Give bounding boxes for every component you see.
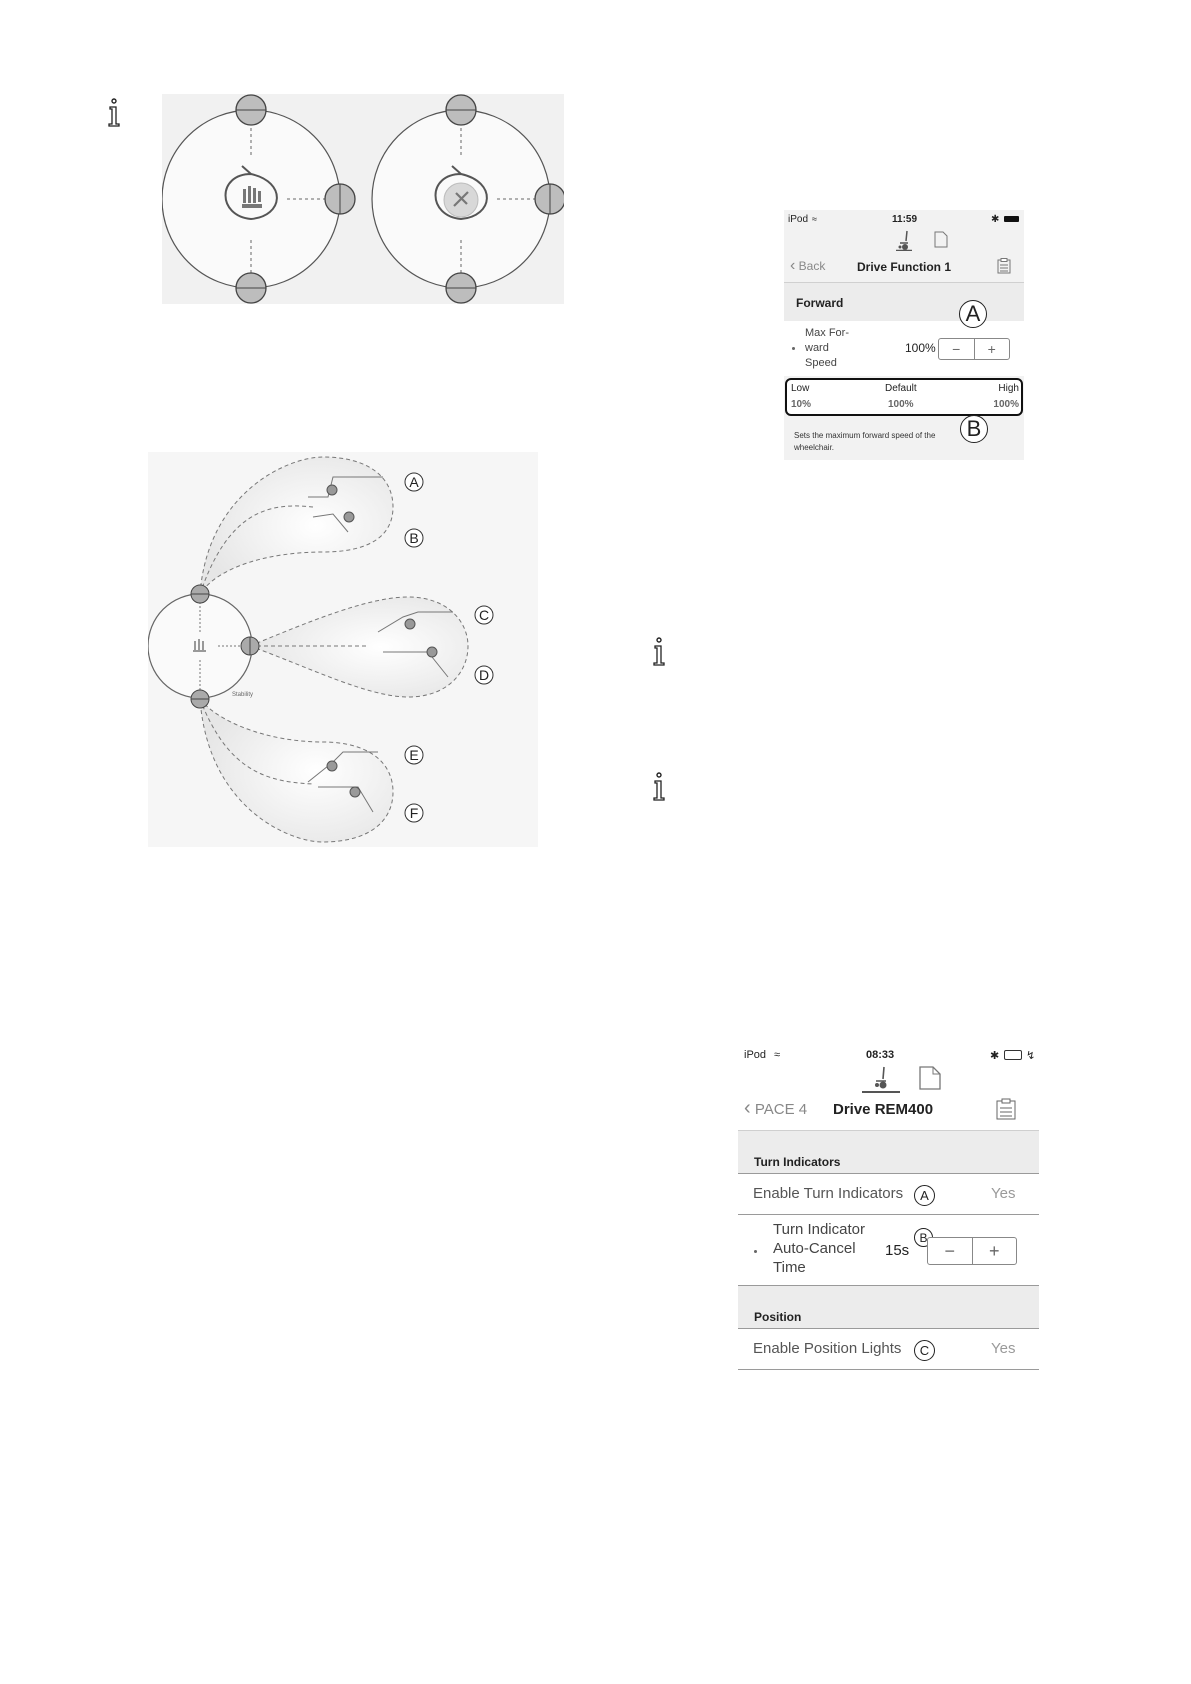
back-label: Back xyxy=(798,259,826,273)
default-label: Default xyxy=(885,383,917,394)
row-value: Yes xyxy=(991,1185,1016,1202)
section-forward xyxy=(784,283,1024,321)
row-label: Turn Indicator Auto-Cancel Time xyxy=(773,1221,865,1276)
callout-a: A xyxy=(409,474,419,490)
row-value: Yes xyxy=(991,1340,1016,1357)
callout-a: A xyxy=(914,1185,935,1206)
info-icon xyxy=(106,98,122,128)
setting-value: 100% xyxy=(905,341,936,355)
drive-tab-icon[interactable] xyxy=(896,229,912,251)
row-label: Enable Turn Indicators xyxy=(753,1185,904,1202)
wifi-icon: ≈ xyxy=(812,214,817,224)
clipboard-icon[interactable] xyxy=(997,258,1011,274)
charging-icon: ↯ xyxy=(1026,1050,1036,1062)
phone-screen-drive-rem400 xyxy=(738,1045,1039,1380)
joystick-response-figure xyxy=(148,452,538,847)
decrement-button[interactable]: − xyxy=(944,1240,955,1261)
battery-icon xyxy=(1004,216,1019,222)
clipboard-icon[interactable] xyxy=(996,1098,1016,1120)
callout-f: F xyxy=(409,805,419,821)
section-position xyxy=(738,1286,1039,1328)
section-turn-indicators xyxy=(738,1131,1039,1173)
chevron-left-icon: ‹ xyxy=(790,257,796,274)
enable-turn-indicators-row[interactable] xyxy=(738,1174,1039,1214)
default-value: 100% xyxy=(888,399,914,410)
wifi-icon: ≈ xyxy=(774,1049,781,1061)
high-value: 100% xyxy=(993,399,1019,410)
carrier: iPod xyxy=(744,1049,767,1061)
chevron-left-icon: ‹ xyxy=(744,1097,751,1119)
callout-b: B xyxy=(914,1228,933,1247)
info-icon xyxy=(651,772,667,802)
low-value: 10% xyxy=(791,399,812,410)
row-label: Enable Position Lights xyxy=(753,1340,902,1357)
section-title: Forward xyxy=(796,296,844,310)
drive-tab-icon[interactable] xyxy=(862,1065,900,1093)
section-title: Position xyxy=(754,1310,802,1324)
callout-c: C xyxy=(914,1340,935,1361)
callout-c: C xyxy=(478,607,490,623)
callout-a: A xyxy=(959,300,987,328)
clock: 11:59 xyxy=(892,214,918,225)
setting-label: Max For- ward Speed xyxy=(805,327,849,369)
callout-b: B xyxy=(960,415,988,443)
info-icon xyxy=(651,637,667,667)
increment-button[interactable]: + xyxy=(972,1238,1017,1264)
stability-label: Stability xyxy=(232,692,254,698)
low-label: Low xyxy=(791,383,810,394)
back-button[interactable] xyxy=(790,257,825,275)
callout-b: B xyxy=(409,530,419,546)
turn-indicator-auto-cancel-row[interactable] xyxy=(738,1215,1039,1285)
carrier: iPod xyxy=(788,214,809,225)
range-info-box xyxy=(785,378,1023,416)
decrement-button[interactable]: − xyxy=(952,341,961,357)
document-tab-icon[interactable] xyxy=(919,1066,941,1090)
drive-pattern-figure xyxy=(162,94,564,304)
setting-description: Sets the maximum forward speed of the wheelchair. xyxy=(794,431,936,452)
high-label: High xyxy=(998,383,1019,394)
max-forward-speed-row[interactable] xyxy=(784,321,1024,376)
bluetooth-icon: ✱ xyxy=(991,214,1000,225)
increment-button[interactable]: + xyxy=(974,339,1010,359)
value-stepper[interactable] xyxy=(938,338,1010,360)
document-tab-icon[interactable] xyxy=(934,231,948,248)
section-title: Turn Indicators xyxy=(754,1155,841,1169)
value-stepper[interactable] xyxy=(927,1237,1017,1265)
back-button[interactable] xyxy=(744,1097,807,1120)
phone-screen-drive-function xyxy=(784,210,1024,460)
row-value: 15s xyxy=(885,1242,910,1259)
back-label: PACE 4 xyxy=(754,1101,808,1118)
bluetooth-icon: ✱ xyxy=(990,1050,1000,1062)
enable-position-lights-row[interactable] xyxy=(738,1329,1039,1369)
callout-e: E xyxy=(409,747,419,763)
page-title: Drive REM400 xyxy=(833,1101,934,1118)
callout-d: D xyxy=(478,667,490,683)
clock: 08:33 xyxy=(866,1049,895,1061)
battery-icon xyxy=(1004,1050,1022,1060)
page-title: Drive Function 1 xyxy=(857,260,952,274)
